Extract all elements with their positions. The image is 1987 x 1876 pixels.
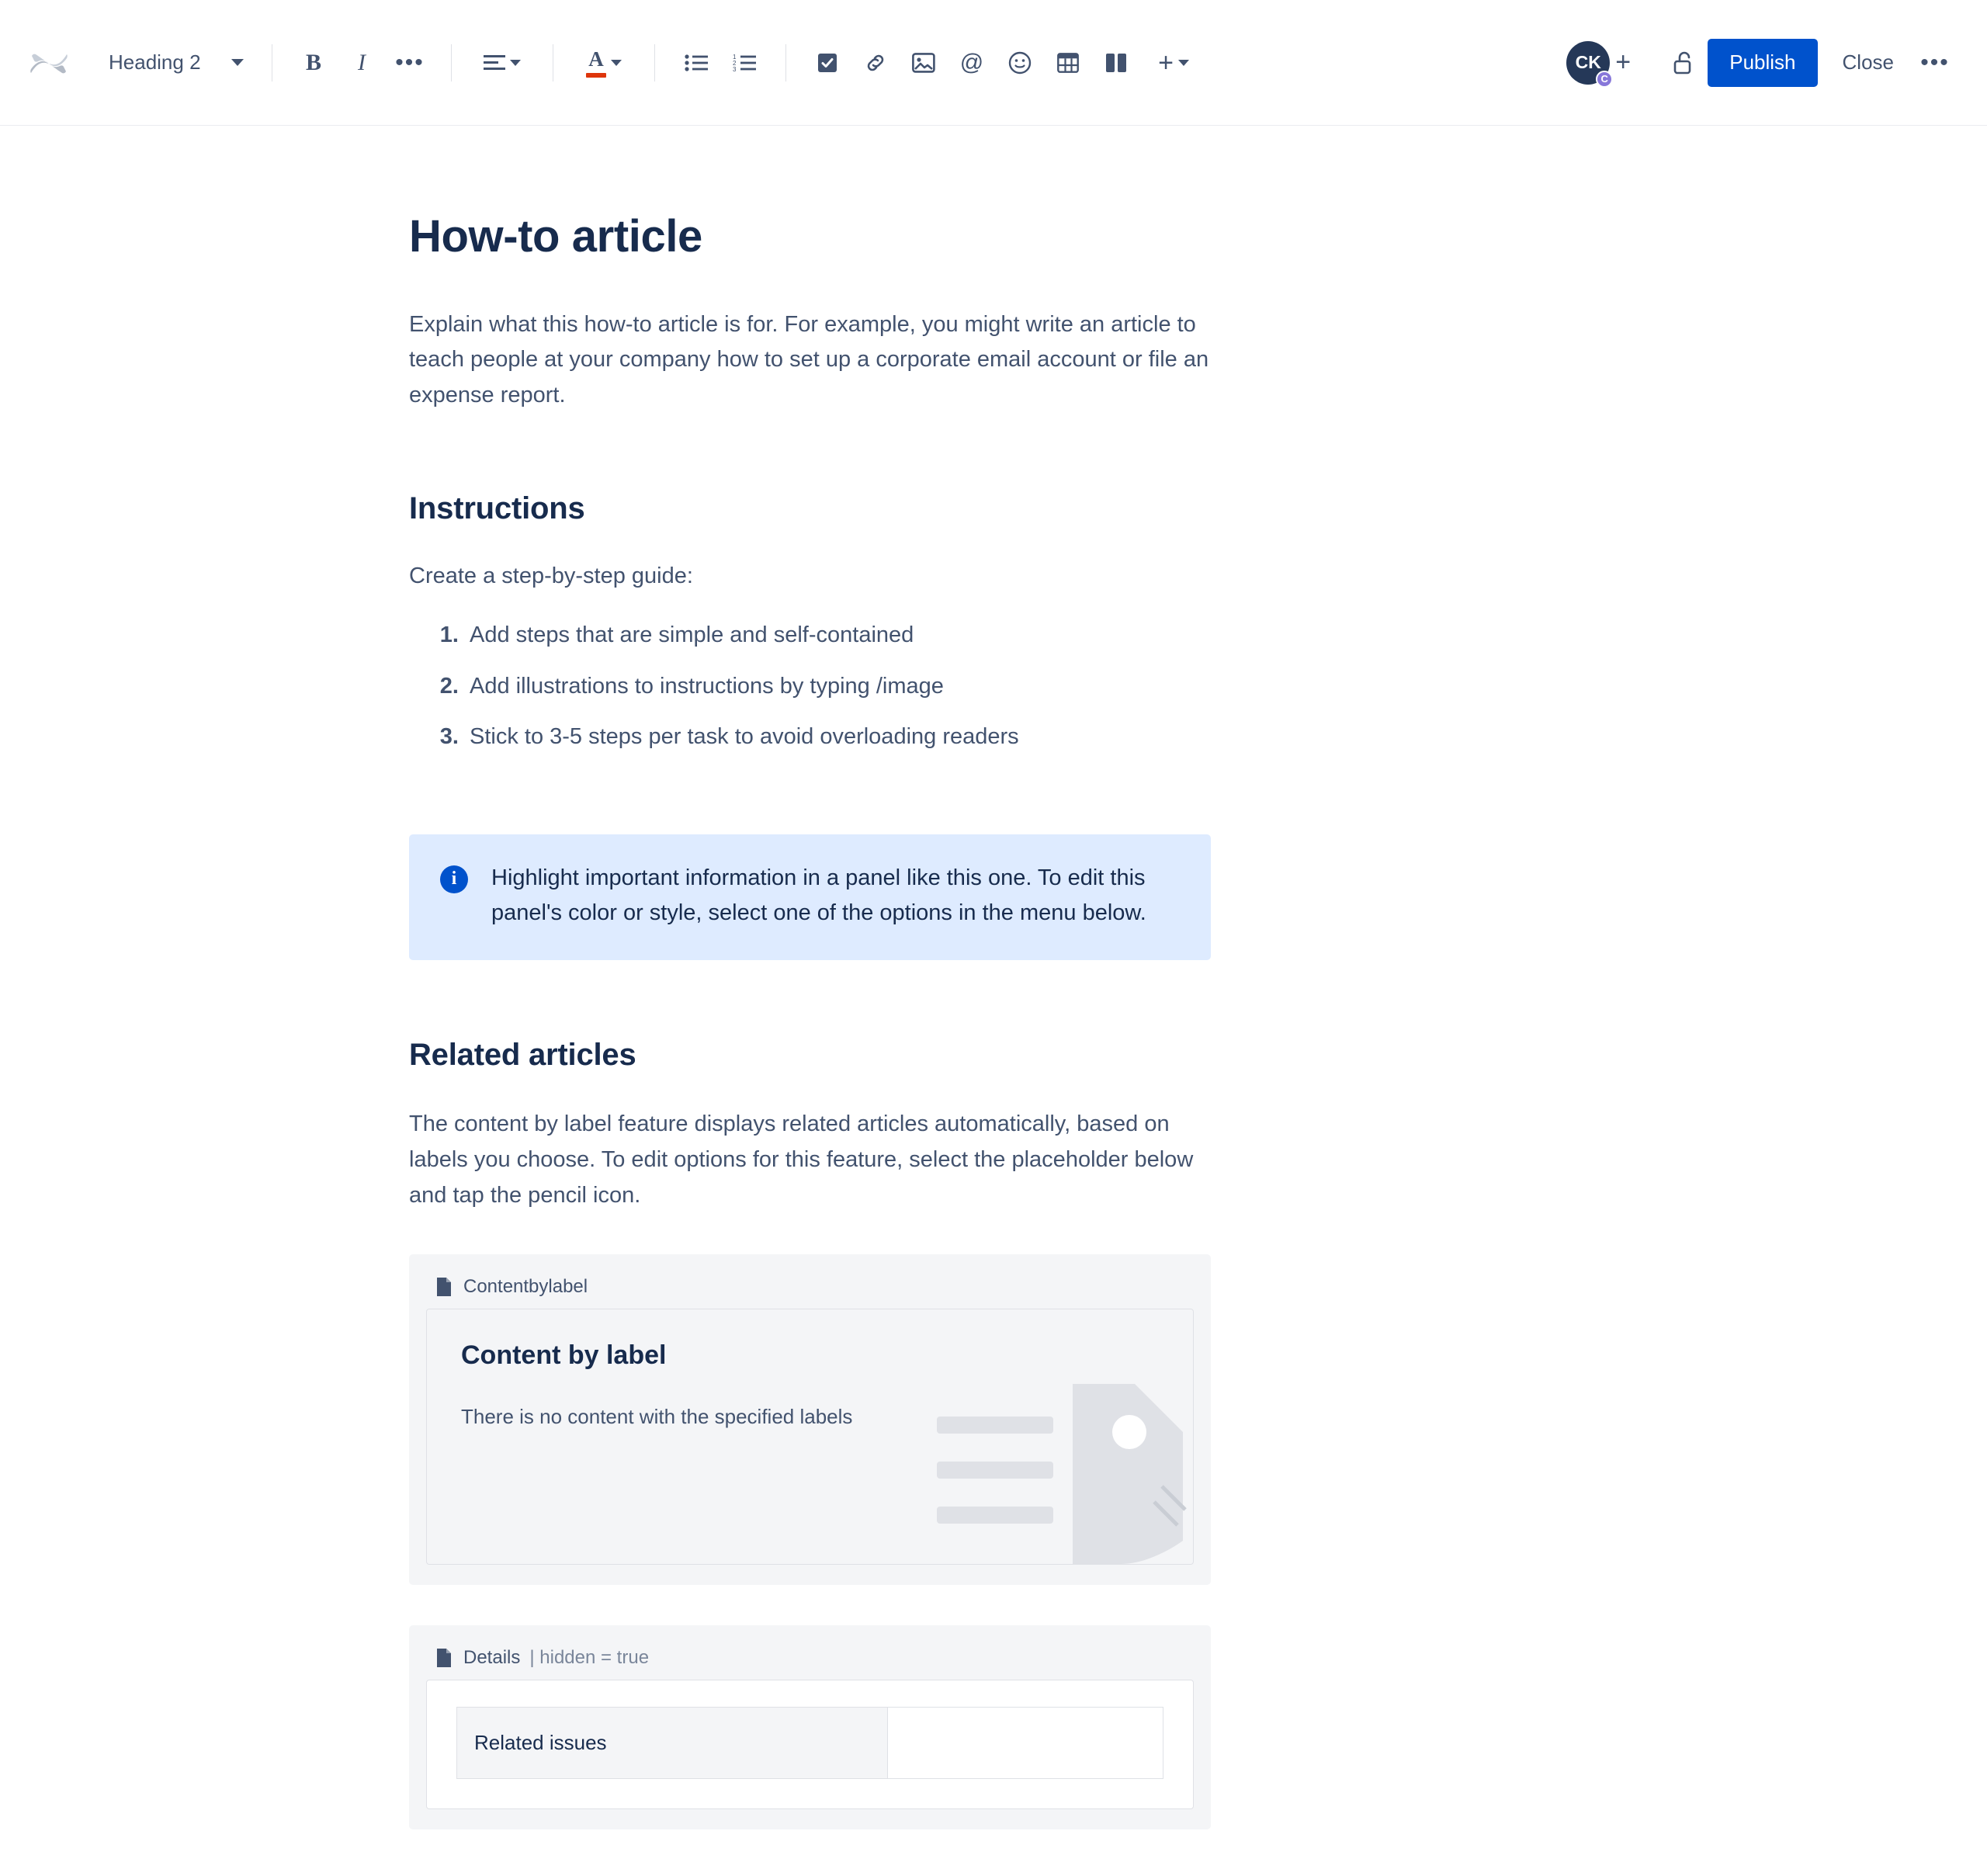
macro-parameters: | hidden = true [529, 1646, 650, 1668]
details-value-cell[interactable] [888, 1707, 1163, 1778]
insert-more-button[interactable] [1140, 39, 1207, 87]
italic-button[interactable] [338, 39, 386, 87]
emoji-icon [1008, 51, 1032, 75]
document-editor[interactable] [0, 210, 1987, 1876]
chevron-down-icon [231, 59, 244, 66]
list-item[interactable]: 2. Add illustrations to instructions by typing /image [465, 672, 1211, 702]
text-alignment-button[interactable] [469, 39, 536, 87]
avatar[interactable] [1566, 41, 1610, 85]
plus-icon: + [1158, 47, 1174, 78]
image-icon [912, 53, 935, 73]
emoji-button[interactable] [996, 39, 1044, 87]
macro-name: Details [463, 1646, 521, 1668]
toolbar-divider [654, 44, 655, 81]
macro-name: Contentbylabel [463, 1275, 588, 1297]
align-left-icon [484, 54, 505, 71]
more-formatting-button[interactable] [386, 39, 434, 87]
instructions-heading[interactable]: Instructions [409, 491, 585, 526]
avatar-badge: C [1596, 71, 1613, 88]
more-actions-button[interactable] [1911, 39, 1959, 87]
label-tag-illustration [937, 1370, 1193, 1564]
bullet-list-icon [685, 54, 708, 71]
unlock-icon [1673, 50, 1694, 75]
svg-text:2: 2 [733, 59, 737, 67]
close-button[interactable]: Close [1826, 39, 1911, 87]
layout-button[interactable] [1092, 39, 1140, 87]
page-icon [435, 1648, 453, 1668]
text-color-button[interactable] [570, 39, 637, 87]
image-button[interactable] [900, 39, 948, 87]
macro-empty-message: There is no content with the specified labels [461, 1404, 853, 1428]
details-table[interactable] [456, 1707, 1163, 1779]
macro-body [426, 1680, 1194, 1809]
steps-list[interactable] [409, 621, 1211, 752]
macro-header [426, 1642, 1194, 1680]
mention-button[interactable] [948, 39, 996, 87]
editor-toolbar [0, 0, 1987, 126]
page-icon [435, 1277, 453, 1297]
macro-header [426, 1271, 1194, 1309]
details-key-cell[interactable]: Related issues [457, 1707, 888, 1778]
chevron-down-icon [611, 60, 622, 66]
list-item[interactable]: 3. Stick to 3-5 steps per task to avoid overloading readers [465, 723, 1211, 752]
instructions-lead[interactable]: Create a step-by-step guide: [409, 563, 693, 589]
link-button[interactable] [851, 39, 900, 87]
toolbar-divider [785, 44, 786, 81]
ellipsis-icon: ••• [1920, 49, 1950, 75]
info-panel-text: Highlight important information in a panel like this one. To edit this panel's color or style, select one of the options in the menu below. [491, 865, 1146, 926]
list-item[interactable]: 1. Add steps that are simple and self-contained [465, 621, 1211, 650]
bold-button[interactable] [290, 39, 338, 87]
document-content [0, 210, 1211, 1829]
toolbar-divider [451, 44, 452, 81]
chevron-down-icon [1178, 60, 1189, 66]
svg-text:1: 1 [733, 54, 737, 61]
plus-icon: + [1615, 47, 1632, 77]
confluence-logo[interactable] [23, 37, 75, 88]
table-row[interactable] [457, 1707, 1163, 1778]
italic-icon: I [358, 49, 366, 75]
link-icon [864, 51, 887, 75]
numbered-list-button[interactable] [720, 39, 768, 87]
table-icon [1057, 53, 1079, 73]
bold-icon: B [305, 49, 321, 75]
collaborators [1566, 41, 1642, 85]
text-style-select[interactable] [92, 39, 255, 87]
layout-columns-icon [1105, 53, 1127, 73]
page-title[interactable]: How-to article [409, 211, 702, 262]
publish-button[interactable]: Publish [1708, 39, 1817, 87]
numbered-list-icon [733, 54, 756, 71]
details-macro[interactable] [409, 1625, 1211, 1829]
svg-text:3: 3 [733, 65, 737, 71]
table-button[interactable] [1044, 39, 1092, 87]
bullet-list-button[interactable] [672, 39, 720, 87]
text-color-icon: A [586, 47, 606, 78]
task-list-button[interactable] [803, 39, 851, 87]
related-articles-paragraph[interactable]: The content by label feature displays related articles automatically, based on labels you choose. To edit options for this feature, select the placeholder below and tap the pencil icon. [409, 1111, 1194, 1208]
macro-title: Content by label [461, 1340, 667, 1370]
text-style-value: Heading 2 [109, 50, 201, 74]
at-icon: @ [959, 49, 984, 75]
avatar-initials: CK [1575, 52, 1601, 72]
intro-paragraph[interactable]: Explain what this how-to article is for. For example, you might write an article to teach people at your company how to set up a corporate email account or file an expense report. [409, 311, 1209, 408]
ellipsis-icon: ••• [395, 49, 425, 75]
macro-body [426, 1309, 1194, 1565]
chevron-down-icon [510, 60, 521, 66]
restrictions-button[interactable] [1659, 39, 1708, 87]
contentbylabel-macro[interactable] [409, 1254, 1211, 1585]
checkbox-icon [817, 52, 838, 74]
info-icon: i [440, 865, 468, 893]
related-articles-heading[interactable]: Related articles [409, 1038, 636, 1073]
info-panel[interactable] [409, 834, 1211, 960]
